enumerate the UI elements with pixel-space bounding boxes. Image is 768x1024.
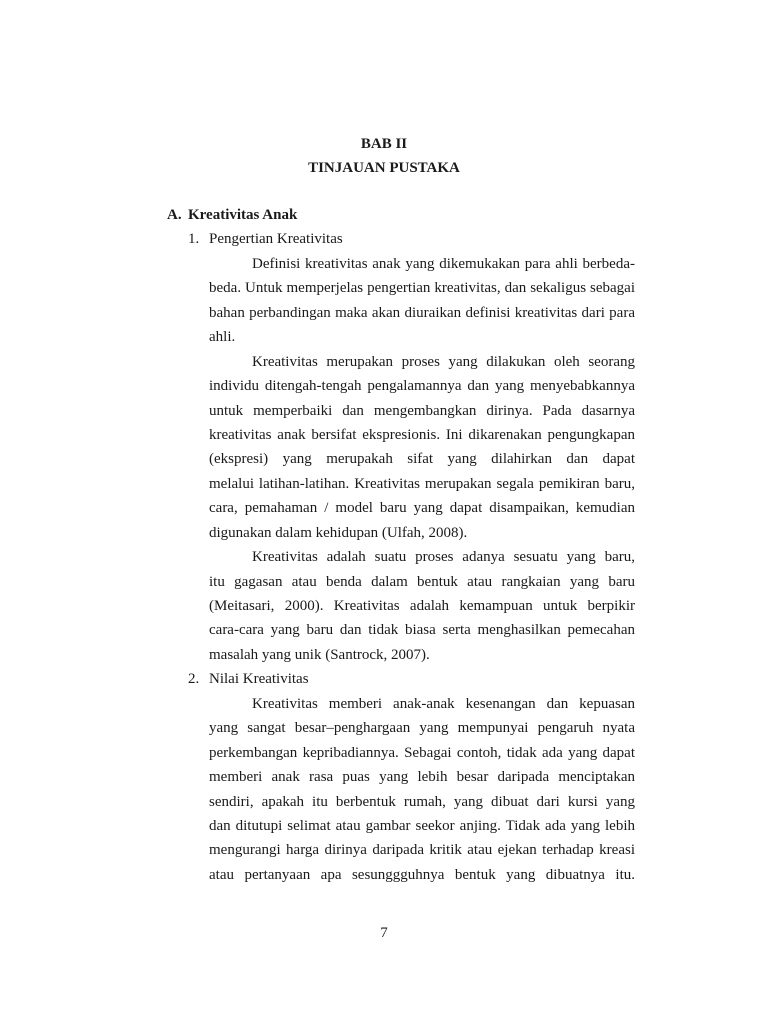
paragraph-line: masalah yang unik (Santrock, 2007). (209, 646, 430, 663)
paragraph-line: ahli. (209, 329, 236, 346)
subsection-heading (0, 227, 768, 251)
document-body (0, 203, 768, 887)
subsection-heading (0, 667, 768, 691)
chapter-header (0, 132, 768, 181)
chapter-label: BAB II (360, 136, 408, 152)
subsection-title: Pengertian Kreativitas (209, 231, 343, 248)
subsection-title: Nilai Kreativitas (209, 671, 309, 688)
paragraph-line: yang sangat besar–penghargaan yang mempunyai pengaruh nyata (209, 720, 635, 737)
paragraph-line: cara-cara yang baru dan tidak biasa serta menghasilkan pemecahan (209, 622, 635, 639)
paragraph-line: itu gagasan atau benda dalam bentuk atau rangkaian yang baru (209, 573, 635, 590)
section-heading (0, 203, 768, 227)
paragraph-line: (Meitasari, 2000). Kreativitas adalah kemampuan untuk berpikir (209, 598, 635, 614)
section-number: A. (167, 207, 182, 223)
paragraph-line: untuk memperbaiki dan mengembangkan dirinya. Pada dasarnya (209, 402, 635, 419)
paragraph-line: Kreativitas adalah suatu proses adanya sesuatu yang baru, (252, 549, 635, 566)
paragraph-line: mengurangi harga dirinya daripada kritik atau ejekan terhadap kreasi (209, 842, 635, 859)
paragraph-line: sendiri, apakah itu berbentuk rumah, yang dibuat dari kursi yang (209, 793, 635, 810)
paragraph-line: cara, pemahaman / model baru yang dapat disampaikan, kemudian (209, 500, 635, 517)
paragraph-line: perkembangan kepribadiannya. Sebagai contoh, tidak ada yang dapat (209, 744, 635, 761)
paragraph-line: beda. Untuk memperjelas pengertian kreativitas, dan sekaligus sebagai (209, 280, 635, 297)
paragraph-line: atau pertanyaan apa sesunggguhnya bentuk yang dibuatnya itu. (209, 866, 635, 883)
paragraph-line: Kreativitas memberi anak-anak kesenangan dan kepuasan (252, 695, 635, 712)
chapter-title: TINJAUAN PUSTAKA (308, 160, 460, 177)
paragraph-line: individu ditengah-tengah pengalamannya dan yang menyebabkannya (209, 378, 635, 395)
paragraph-line: Kreativitas merupakan proses yang dilakukan oleh seorang (252, 353, 635, 370)
paragraph-line: bahan perbandingan maka akan diuraikan definisi kreativitas dari para (209, 304, 635, 321)
subsection-number: 1. (188, 231, 200, 248)
paragraph-line: digunakan dalam kehidupan (Ulfah, 2008). (209, 524, 468, 541)
section-title: Kreativitas Anak (188, 207, 298, 223)
paragraph-line: Definisi kreativitas anak yang dikemukakan para ahli berbeda- (252, 255, 635, 272)
subsection-number: 2. (188, 671, 200, 688)
page-number: 7 (380, 925, 388, 941)
paragraph-line: melalui latihan-latihan. Kreativitas merupakan segala pemikiran baru, (209, 475, 635, 492)
paragraph-line: (ekspresi) yang merupakah sifat yang dilahirkan dan dapat (209, 451, 635, 468)
paragraph-line: dan ditutupi selimat atau gambar seekor anjing. Tidak ada yang lebih (209, 817, 635, 834)
paragraph-line: memberi anak rasa puas yang lebih besar daripada menciptakan (209, 769, 635, 786)
paragraph-line: kreativitas anak bersifat ekspresionis. Ini dikarenakan pengungkapan (209, 426, 635, 443)
